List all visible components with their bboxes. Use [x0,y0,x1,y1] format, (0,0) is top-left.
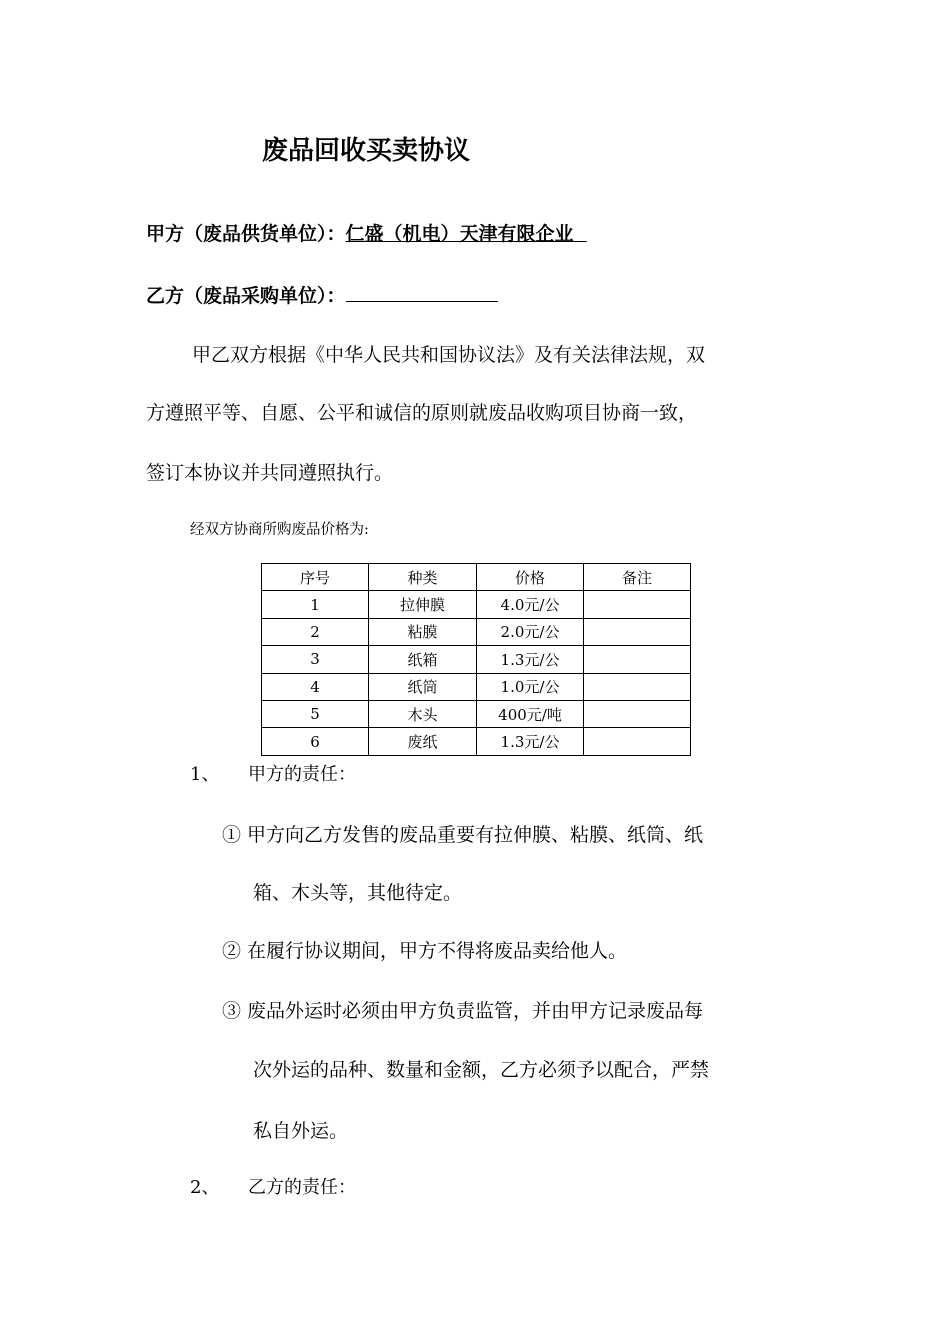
section-1-number: 1、 [190,764,220,785]
table-cell [584,591,691,618]
table-cell [584,673,691,700]
section-1-item-3-line-2: 次外运的品种、数量和金额，乙方必须予以配合，严禁 [253,1059,710,1081]
intro-line-2: 方遵照平等、自愿、公平和诚信的原则就废品收购项目协商一致， [146,402,698,424]
table-cell [584,700,691,727]
header-cell: 序号 [262,564,369,591]
table-cell: 400元/吨 [477,700,584,727]
section-2-number: 2、 [190,1177,220,1198]
table-cell: 废纸 [369,728,477,755]
party-a-label: 甲方（废品供货单位）： [146,223,346,245]
table-cell [584,618,691,645]
table-cell: 3 [262,646,369,673]
section-1-item-1-line-2: 箱、木头等，其他待定。 [253,882,463,904]
intro-line-1: 甲乙双方根据《中华人民共和国协议法》及有关法律法规，双 [192,344,706,366]
party-b-line [146,281,498,308]
section-1-item-1-line-1: ① 甲方向乙方发售的废品重要有拉伸膜、粘膜、纸筒、纸 [222,824,704,846]
table-cell: 2 [262,618,369,645]
table-cell: 纸箱 [369,646,477,673]
party-a-line [146,219,587,246]
table-cell: 5 [262,700,369,727]
party-a-value: 仁盛（机电）天津有限企业 [345,223,574,245]
intro-line-3: 签订本协议并共同遵照执行。 [146,462,394,484]
header-cell: 备注 [584,564,691,591]
table-cell: 1.0元/公 [477,673,584,700]
table-cell: 1 [262,591,369,618]
header-cell: 种类 [369,564,477,591]
table-row [262,591,691,618]
section-2-heading [190,1173,356,1199]
table-cell: 粘膜 [369,618,477,645]
table-row [262,646,691,673]
section-1-item-3-line-3: 私自外运。 [253,1120,349,1142]
table-cell: 2.0元/公 [477,618,584,645]
table-cell: 4 [262,673,369,700]
table-cell: 1.3元/公 [477,728,584,755]
price-table [261,563,691,756]
section-1-title: 甲方的责任： [248,764,356,785]
table-cell: 4.0元/公 [477,591,584,618]
price-note: 经双方协商所购废品价格为: [190,522,369,538]
section-1-heading [190,760,356,786]
table-row [262,728,691,755]
party-b-label: 乙方（废品采购单位）： [146,285,346,307]
table-cell: 木头 [369,700,477,727]
party-b-blank [346,283,498,302]
table-cell: 拉伸膜 [369,591,477,618]
header-cell: 价格 [477,564,584,591]
section-1-item-2: ② 在履行协议期间，甲方不得将废品卖给他人。 [222,940,628,962]
table-row [262,700,691,727]
table-cell: 6 [262,728,369,755]
table-cell [584,728,691,755]
table-header-row [262,564,691,591]
table-row [262,618,691,645]
table-cell [584,646,691,673]
table-row [262,673,691,700]
table-cell: 纸筒 [369,673,477,700]
table-cell: 1.3元/公 [477,646,584,673]
section-1-item-3-line-1: ③ 废品外运时必须由甲方负责监管，并由甲方记录废品每 [222,1000,704,1022]
document-title: 废品回收买卖协议 [262,136,471,166]
section-2-title: 乙方的责任： [248,1177,356,1198]
